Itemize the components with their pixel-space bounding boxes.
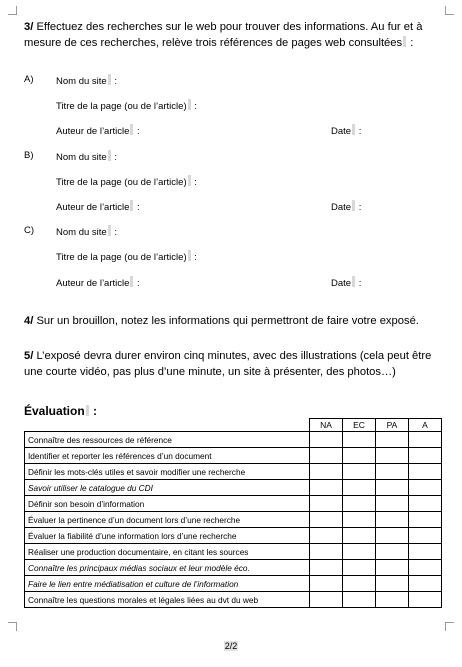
question-text: Sur un brouillon, notez les informations qui permettront de faire votre exposé. (33, 315, 419, 327)
column-header: EC (343, 419, 376, 432)
grade-cell[interactable] (376, 512, 409, 528)
grade-cell[interactable] (409, 576, 442, 592)
ref-letter-b: B) (24, 150, 34, 161)
grade-cell[interactable] (343, 496, 376, 512)
grade-cell[interactable] (409, 448, 442, 464)
skill-label: Connaître les principaux médias sociaux et leur modèle éco. (25, 560, 310, 576)
ref-title-line: Titre de la page (ou de l’article) : (56, 252, 197, 263)
grade-cell[interactable] (343, 592, 376, 608)
skill-label: Savoir utiliser le catalogue du CDI (25, 480, 310, 496)
table-row (25, 528, 442, 544)
grade-cell[interactable] (409, 592, 442, 608)
question-4 (24, 313, 440, 329)
grade-cell[interactable] (409, 544, 442, 560)
skill-label: Réaliser une production documentaire, en citant les sources (25, 544, 310, 560)
question-5 (24, 348, 440, 380)
skill-label: Faire le lien entre médiatisation et culture de l’information (25, 576, 310, 592)
grade-cell[interactable] (409, 464, 442, 480)
grade-cell[interactable] (343, 544, 376, 560)
question-text: L’exposé devra durer environ cinq minutes, avec des illustrations (cela peut être une courte vidéo, pas plus d’une minute, un site à présenter, des photos…) (24, 350, 432, 378)
grade-cell[interactable] (376, 528, 409, 544)
table-row (25, 448, 442, 464)
ref-site-line: Nom du site : (56, 152, 117, 163)
skill-label: Identifier et reporter les références d’un document (25, 448, 310, 464)
ref-title-line: Titre de la page (ou de l’article) : (56, 177, 197, 188)
grade-cell[interactable] (310, 448, 343, 464)
table-row (25, 544, 442, 560)
grade-cell[interactable] (376, 560, 409, 576)
grade-cell[interactable] (409, 496, 442, 512)
grade-cell[interactable] (343, 448, 376, 464)
skill-label: Évaluer la pertinence d’un document lors d’une recherche (25, 512, 310, 528)
grade-cell[interactable] (310, 432, 343, 448)
grade-cell[interactable] (310, 512, 343, 528)
question-3: 3/ Effectuez des recherches sur le web pour trouver des informations. Au fur et à mesure de ces recherches, relève trois références de pages web consultées : (24, 21, 423, 49)
grade-cell[interactable] (343, 560, 376, 576)
skill-label: Définir les mots-clés utiles et savoir modifier une recherche (25, 464, 310, 480)
column-header: A (409, 419, 442, 432)
grade-cell[interactable] (376, 576, 409, 592)
grade-cell[interactable] (376, 464, 409, 480)
table-row (25, 512, 442, 528)
crop-mark (8, 622, 17, 631)
page-number: 2/2 (224, 641, 238, 651)
evaluation-title: Évaluation : (24, 404, 98, 418)
skill-label: Connaître des ressources de référence (25, 432, 310, 448)
ref-date-line: Date : (331, 278, 362, 289)
grade-cell[interactable] (343, 480, 376, 496)
grade-cell[interactable] (310, 560, 343, 576)
skill-label: Connaître les questions morales et légales liées au dvt du web (25, 592, 310, 608)
crop-mark (8, 6, 17, 15)
ref-author-line: Auteur de l’article : (56, 202, 140, 213)
grade-cell[interactable] (376, 432, 409, 448)
crop-mark (445, 6, 454, 15)
grade-cell[interactable] (376, 544, 409, 560)
ref-title-line: Titre de la page (ou de l’article) : (56, 101, 197, 112)
grade-cell[interactable] (376, 480, 409, 496)
ref-author-line: Auteur de l’article : (56, 278, 140, 289)
ref-author-line: Auteur de l’article : (56, 126, 140, 137)
grade-cell[interactable] (409, 560, 442, 576)
grade-cell[interactable] (310, 528, 343, 544)
grade-cell[interactable] (310, 576, 343, 592)
grade-cell[interactable] (310, 544, 343, 560)
table-row (25, 464, 442, 480)
table-row (25, 432, 442, 448)
table-header-row (25, 419, 442, 432)
table-row (25, 496, 442, 512)
grade-cell[interactable] (376, 496, 409, 512)
ref-site-line: Nom du site : (56, 227, 117, 238)
grade-cell[interactable] (343, 576, 376, 592)
grade-cell[interactable] (310, 464, 343, 480)
question-number: 5/ (24, 350, 34, 362)
ref-site-line: Nom du site : (56, 76, 117, 87)
grade-cell[interactable] (376, 592, 409, 608)
grade-cell[interactable] (409, 432, 442, 448)
grade-cell[interactable] (310, 480, 343, 496)
grade-cell[interactable] (409, 480, 442, 496)
table-row (25, 480, 442, 496)
grade-cell[interactable] (310, 496, 343, 512)
column-header: NA (310, 419, 343, 432)
grade-cell[interactable] (409, 512, 442, 528)
grade-cell[interactable] (376, 448, 409, 464)
question-text: Effectuez des recherches sur le web pour trouver des informations. Au fur et à mesure de ces recherches, relève trois références de pages web consultées (24, 21, 423, 49)
skill-label: Évaluer la fiabilité d’une information lors d’une recherche (25, 528, 310, 544)
table-row (25, 560, 442, 576)
column-header: PA (376, 419, 409, 432)
table-row (25, 576, 442, 592)
grade-cell[interactable] (310, 592, 343, 608)
ref-date-line: Date : (331, 202, 362, 213)
question-number: 4/ (24, 315, 34, 327)
skill-label: Définir son besoin d’information (25, 496, 310, 512)
grade-cell[interactable] (409, 528, 442, 544)
question-number: 3/ (24, 21, 34, 33)
evaluation-table (24, 418, 442, 608)
grade-cell[interactable] (343, 512, 376, 528)
ref-letter-c: C) (24, 225, 35, 236)
grade-cell[interactable] (343, 464, 376, 480)
grade-cell[interactable] (343, 528, 376, 544)
grade-cell[interactable] (343, 432, 376, 448)
crop-mark (445, 622, 454, 631)
ref-date-line: Date : (331, 126, 362, 137)
ref-letter-a: A) (24, 74, 34, 85)
table-row (25, 592, 442, 608)
